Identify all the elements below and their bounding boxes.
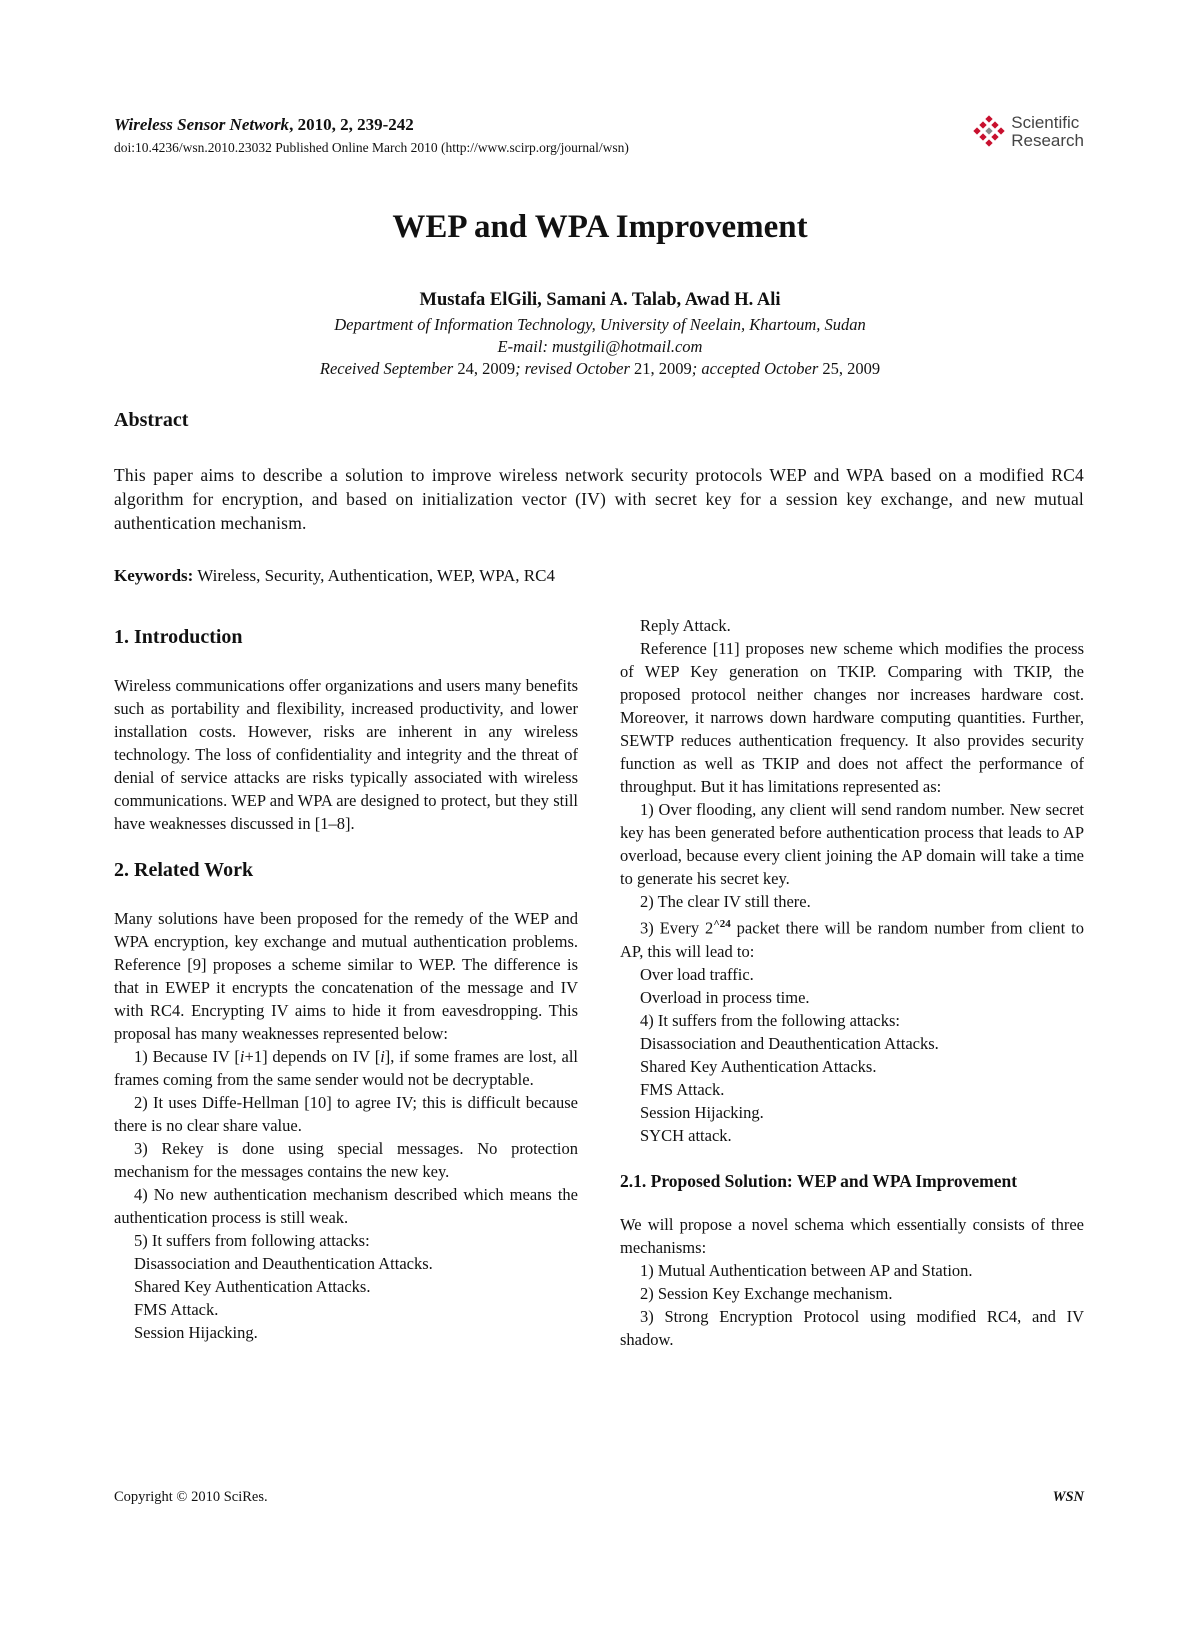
keywords-label: Keywords: bbox=[114, 566, 194, 585]
revised-date: 21, 2009 bbox=[634, 359, 692, 378]
right-column bbox=[620, 614, 1084, 1351]
attack-item: Shared Key Authentication Attacks. bbox=[640, 1056, 877, 1076]
page-footer bbox=[114, 1487, 1084, 1507]
var-i: i bbox=[380, 1047, 385, 1066]
affiliation: Department of Information Technology, University of Neelain, Khartoum, Sudan bbox=[334, 315, 866, 334]
limitation-item-2: 2) The clear IV still there. bbox=[640, 892, 811, 911]
limitation-item-4: 4) It suffers from the following attacks: bbox=[640, 1010, 900, 1030]
attack-item: Reply Attack. bbox=[640, 616, 731, 635]
volume-pages: , 2010, 2, 239-242 bbox=[289, 115, 414, 134]
publisher-line-1: Scientific bbox=[1011, 113, 1080, 132]
abstract-text: This paper aims to describe a solution to improve wireless network security protocols WEP and WPA based on a modified RC4 algorithm for encryption, and based on initialization vector (IV) with secret key for a session key exchange, and new mutual authentication mechanism. bbox=[114, 465, 1084, 533]
copyright: Copyright © 2010 SciRes. bbox=[114, 1489, 268, 1505]
attack-item: Disassociation and Deauthentication Attacks. bbox=[640, 1033, 939, 1053]
attack-item: Disassociation and Deauthentication Attacks. bbox=[134, 1254, 433, 1273]
weakness-item-2: 2) It uses Diffe-Hellman [10] to agree IV; this is difficult because there is no clear share value. bbox=[114, 1093, 578, 1135]
submission-dates bbox=[0, 358, 1200, 380]
attack-item: Session Hijacking. bbox=[134, 1323, 258, 1342]
section-2-paragraph: Many solutions have been proposed for the remedy of the WEP and WPA encryption, key exchange and mutual authentication problems. Reference [9] proposes a scheme similar to WEP. The difference is that in EWEP it encrypts the concatenation of the message and IV with RC4. Encrypting IV aims to hide it from eavesdropping. This proposal has many weaknesses represented below: bbox=[114, 909, 578, 1043]
paper-title: WEP and WPA Improvement bbox=[392, 209, 808, 245]
logo-dot bbox=[998, 127, 1005, 134]
attack-item: SYCH attack. bbox=[640, 1125, 732, 1145]
attack-item: Shared Key Authentication Attacks. bbox=[134, 1277, 371, 1296]
publisher-logo bbox=[972, 114, 1084, 150]
attack-item: Session Hijacking. bbox=[640, 1102, 764, 1122]
logo-dot bbox=[980, 133, 987, 140]
keywords bbox=[114, 564, 1084, 588]
journal-name: Wireless Sensor Network bbox=[114, 115, 290, 134]
effect-item: Overload in process time. bbox=[640, 987, 810, 1007]
logo-dot bbox=[992, 121, 999, 128]
weakness-item-4: 4) No new authentication mechanism described which means the authentication process is still weak. bbox=[114, 1185, 578, 1227]
logo-diamond-dots bbox=[974, 115, 1005, 146]
reference-11-paragraph: Reference [11] proposes new scheme which modifies the process of WEP Key generation on TKIP. Comparing with TKIP, the proposed protocol neither changes nor increases hardware cost. Moreover, it narrows down hardware computing quantities. Further, SEWTP reduces authentication frequency. It also provides security function as well as TKIP and does not affect the performance of throughput. But it has limitations represented as: bbox=[620, 639, 1084, 796]
scientific-research-logo-icon bbox=[972, 115, 1006, 149]
weakness-item-3: 3) Rekey is done using special messages. No protection mechanism for the messages contains the new key. bbox=[114, 1139, 578, 1181]
page-header bbox=[114, 114, 1084, 164]
accepted-label: ; accepted October bbox=[691, 359, 819, 378]
logo-dot bbox=[992, 133, 999, 140]
subsection-2-1-heading: 2.1. Proposed Solution: WEP and WPA Improvement bbox=[620, 1170, 1018, 1191]
logo-dot bbox=[980, 121, 987, 128]
weakness-item-1: 1) Because IV [i+1] depends on IV [i], if some frames are lost, all frames coming from the same sender would not be decryptable. bbox=[114, 1047, 578, 1089]
publisher-name bbox=[1011, 114, 1084, 150]
authors: Mustafa ElGili, Samani A. Talab, Awad H. Ali bbox=[419, 290, 781, 310]
var-i: i bbox=[239, 1047, 245, 1066]
keywords-list: Wireless, Security, Authentication, WEP, WPA, RC4 bbox=[193, 566, 555, 585]
mechanism-item: 2) Session Key Exchange mechanism. bbox=[640, 1283, 893, 1303]
left-column bbox=[114, 614, 578, 1344]
abstract-heading: Abstract bbox=[114, 409, 189, 431]
section-1-heading: 1. Introduction bbox=[114, 626, 243, 648]
journal-citation bbox=[114, 114, 1084, 136]
received-label: Received September bbox=[319, 359, 454, 378]
attack-item: FMS Attack. bbox=[640, 1079, 725, 1099]
subsection-2-1-paragraph: We will propose a novel schema which essentially consists of three mechanisms: bbox=[620, 1214, 1084, 1257]
doi-line: doi:10.4236/wsn.2010.23032 Published Online March 2010 (http://www.scirp.org/journal/wsn) bbox=[114, 140, 629, 155]
logo-dot bbox=[986, 127, 993, 134]
attack-item: FMS Attack. bbox=[134, 1300, 219, 1319]
logo-dot bbox=[986, 139, 993, 146]
section-2-heading: 2. Related Work bbox=[114, 859, 254, 881]
limitation-item-1: 1) Over flooding, any client will send random number. New secret key has been generated before authentication process that leads to AP overload, because every client joining the AP domain will take a time to generate his secret key. bbox=[620, 800, 1084, 888]
logo-dot bbox=[974, 127, 981, 134]
section-1-paragraph: Wireless communications offer organizations and users many benefits such as portability and flexibility, increased productivity, and lower installation costs. However, risks are inherent in any wireless technology. The loss of confidentiality and integrity and the threat of denial of service attacks are risks typically associated with wireless communications. WEP and WPA are designed to protect, but they still have weaknesses discussed in [1–8]. bbox=[114, 676, 578, 833]
revised-label: ; revised October bbox=[515, 359, 630, 378]
logo-dot bbox=[986, 115, 993, 122]
effect-item: Over load traffic. bbox=[640, 964, 754, 984]
mechanism-item: 1) Mutual Authentication between AP and Station. bbox=[640, 1260, 973, 1280]
weakness-item-5: 5) It suffers from following attacks: bbox=[134, 1231, 370, 1250]
limitation-item-3: 3) Every $2^{\^{}24}$ packet there will be random number from client to AP, this will lead to: bbox=[620, 918, 1084, 961]
received-date: 24, 2009 bbox=[457, 359, 516, 378]
exponent: ^24 bbox=[713, 918, 731, 930]
accepted-date: 25, 2009 bbox=[822, 359, 881, 378]
email: E-mail: mustgili@hotmail.com bbox=[497, 337, 703, 356]
publisher-line-2: Research bbox=[1011, 131, 1084, 150]
journal-abbrev: WSN bbox=[1052, 1489, 1084, 1505]
mechanism-item: 3) Strong Encryption Protocol using modified RC4, and IV shadow. bbox=[620, 1306, 1084, 1349]
